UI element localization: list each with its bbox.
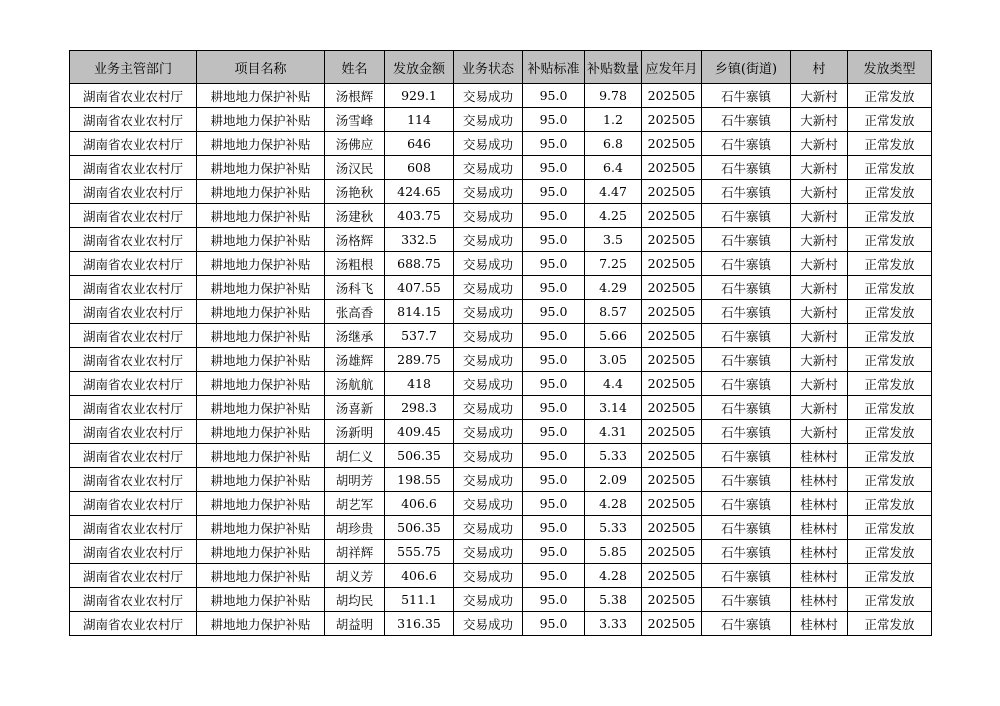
cell-department: 湖南省农业农村厅 xyxy=(70,564,197,588)
cell-department: 湖南省农业农村厅 xyxy=(70,516,197,540)
column-header-department: 业务主管部门 xyxy=(70,51,197,84)
cell-township: 石牛寨镇 xyxy=(702,324,791,348)
cell-department: 湖南省农业农村厅 xyxy=(70,492,197,516)
cell-village: 大新村 xyxy=(791,156,848,180)
cell-person-name: 胡珍贵 xyxy=(325,516,385,540)
table-row xyxy=(70,252,932,276)
cell-township: 石牛寨镇 xyxy=(702,84,791,108)
cell-status: 交易成功 xyxy=(454,468,523,492)
cell-status: 交易成功 xyxy=(454,492,523,516)
cell-village: 大新村 xyxy=(791,372,848,396)
cell-subsidy-rate: 95.0 xyxy=(523,420,585,444)
cell-person-name: 汤粗根 xyxy=(325,252,385,276)
table-row xyxy=(70,132,932,156)
cell-village: 桂林村 xyxy=(791,612,848,636)
cell-payout-type: 正常发放 xyxy=(848,108,932,132)
cell-payout-type: 正常发放 xyxy=(848,588,932,612)
cell-project-name: 耕地地力保护补贴 xyxy=(197,204,325,228)
cell-status: 交易成功 xyxy=(454,396,523,420)
cell-department: 湖南省农业农村厅 xyxy=(70,396,197,420)
cell-pay-month: 202505 xyxy=(642,252,702,276)
cell-payout-type: 正常发放 xyxy=(848,324,932,348)
cell-payout-type: 正常发放 xyxy=(848,516,932,540)
table-row xyxy=(70,156,932,180)
cell-township: 石牛寨镇 xyxy=(702,612,791,636)
cell-subsidy-rate: 95.0 xyxy=(523,588,585,612)
cell-status: 交易成功 xyxy=(454,228,523,252)
header-row xyxy=(70,51,932,84)
cell-pay-month: 202505 xyxy=(642,540,702,564)
cell-township: 石牛寨镇 xyxy=(702,180,791,204)
cell-status: 交易成功 xyxy=(454,588,523,612)
cell-township: 石牛寨镇 xyxy=(702,156,791,180)
cell-person-name: 汤格辉 xyxy=(325,228,385,252)
cell-township: 石牛寨镇 xyxy=(702,372,791,396)
cell-subsidy-quantity: 5.33 xyxy=(585,444,642,468)
cell-amount: 409.45 xyxy=(385,420,454,444)
cell-status: 交易成功 xyxy=(454,444,523,468)
cell-pay-month: 202505 xyxy=(642,84,702,108)
cell-pay-month: 202505 xyxy=(642,276,702,300)
cell-department: 湖南省农业农村厅 xyxy=(70,372,197,396)
cell-township: 石牛寨镇 xyxy=(702,132,791,156)
cell-project-name: 耕地地力保护补贴 xyxy=(197,300,325,324)
table-header xyxy=(70,51,932,84)
cell-subsidy-rate: 95.0 xyxy=(523,372,585,396)
column-header-village: 村 xyxy=(791,51,848,84)
table-row xyxy=(70,396,932,420)
cell-amount: 424.65 xyxy=(385,180,454,204)
cell-subsidy-rate: 95.0 xyxy=(523,180,585,204)
cell-subsidy-rate: 95.0 xyxy=(523,348,585,372)
cell-subsidy-rate: 95.0 xyxy=(523,132,585,156)
cell-amount: 608 xyxy=(385,156,454,180)
cell-status: 交易成功 xyxy=(454,300,523,324)
cell-project-name: 耕地地力保护补贴 xyxy=(197,396,325,420)
cell-person-name: 汤继承 xyxy=(325,324,385,348)
cell-subsidy-rate: 95.0 xyxy=(523,300,585,324)
cell-subsidy-quantity: 4.4 xyxy=(585,372,642,396)
cell-status: 交易成功 xyxy=(454,156,523,180)
column-header-project-name: 项目名称 xyxy=(197,51,325,84)
cell-village: 大新村 xyxy=(791,204,848,228)
cell-subsidy-quantity: 3.05 xyxy=(585,348,642,372)
cell-payout-type: 正常发放 xyxy=(848,132,932,156)
cell-pay-month: 202505 xyxy=(642,108,702,132)
cell-amount: 403.75 xyxy=(385,204,454,228)
cell-pay-month: 202505 xyxy=(642,204,702,228)
cell-person-name: 汤根辉 xyxy=(325,84,385,108)
cell-township: 石牛寨镇 xyxy=(702,228,791,252)
cell-project-name: 耕地地力保护补贴 xyxy=(197,180,325,204)
cell-pay-month: 202505 xyxy=(642,420,702,444)
cell-amount: 298.3 xyxy=(385,396,454,420)
cell-department: 湖南省农业农村厅 xyxy=(70,300,197,324)
cell-subsidy-quantity: 4.28 xyxy=(585,564,642,588)
column-header-township: 乡镇(街道) xyxy=(702,51,791,84)
cell-project-name: 耕地地力保护补贴 xyxy=(197,156,325,180)
cell-subsidy-quantity: 4.25 xyxy=(585,204,642,228)
cell-payout-type: 正常发放 xyxy=(848,228,932,252)
cell-township: 石牛寨镇 xyxy=(702,348,791,372)
cell-pay-month: 202505 xyxy=(642,396,702,420)
table-row xyxy=(70,612,932,636)
column-header-status: 业务状态 xyxy=(454,51,523,84)
cell-village: 大新村 xyxy=(791,324,848,348)
cell-person-name: 胡仁义 xyxy=(325,444,385,468)
cell-amount: 406.6 xyxy=(385,492,454,516)
table-body xyxy=(70,84,932,636)
table-row xyxy=(70,204,932,228)
cell-village: 桂林村 xyxy=(791,540,848,564)
cell-pay-month: 202505 xyxy=(642,516,702,540)
cell-subsidy-quantity: 5.85 xyxy=(585,540,642,564)
table-row xyxy=(70,276,932,300)
cell-subsidy-quantity: 3.14 xyxy=(585,396,642,420)
cell-subsidy-quantity: 1.2 xyxy=(585,108,642,132)
cell-project-name: 耕地地力保护补贴 xyxy=(197,468,325,492)
cell-project-name: 耕地地力保护补贴 xyxy=(197,132,325,156)
cell-project-name: 耕地地力保护补贴 xyxy=(197,324,325,348)
cell-status: 交易成功 xyxy=(454,84,523,108)
cell-village: 大新村 xyxy=(791,348,848,372)
table-row xyxy=(70,324,932,348)
table-row xyxy=(70,492,932,516)
cell-amount: 418 xyxy=(385,372,454,396)
cell-payout-type: 正常发放 xyxy=(848,372,932,396)
cell-subsidy-rate: 95.0 xyxy=(523,108,585,132)
cell-village: 大新村 xyxy=(791,108,848,132)
cell-subsidy-rate: 95.0 xyxy=(523,204,585,228)
cell-amount: 506.35 xyxy=(385,516,454,540)
cell-person-name: 张高香 xyxy=(325,300,385,324)
cell-status: 交易成功 xyxy=(454,612,523,636)
cell-township: 石牛寨镇 xyxy=(702,420,791,444)
cell-status: 交易成功 xyxy=(454,276,523,300)
cell-department: 湖南省农业农村厅 xyxy=(70,540,197,564)
cell-payout-type: 正常发放 xyxy=(848,564,932,588)
subsidy-table xyxy=(69,50,932,636)
cell-amount: 332.5 xyxy=(385,228,454,252)
cell-township: 石牛寨镇 xyxy=(702,588,791,612)
cell-person-name: 胡益明 xyxy=(325,612,385,636)
cell-department: 湖南省农业农村厅 xyxy=(70,324,197,348)
cell-project-name: 耕地地力保护补贴 xyxy=(197,108,325,132)
cell-village: 桂林村 xyxy=(791,468,848,492)
cell-status: 交易成功 xyxy=(454,372,523,396)
cell-person-name: 胡祥辉 xyxy=(325,540,385,564)
cell-pay-month: 202505 xyxy=(642,132,702,156)
cell-payout-type: 正常发放 xyxy=(848,276,932,300)
cell-amount: 506.35 xyxy=(385,444,454,468)
cell-department: 湖南省农业农村厅 xyxy=(70,444,197,468)
cell-status: 交易成功 xyxy=(454,564,523,588)
cell-project-name: 耕地地力保护补贴 xyxy=(197,444,325,468)
cell-subsidy-quantity: 2.09 xyxy=(585,468,642,492)
cell-subsidy-quantity: 3.5 xyxy=(585,228,642,252)
cell-person-name: 胡艺军 xyxy=(325,492,385,516)
cell-subsidy-quantity: 4.28 xyxy=(585,492,642,516)
cell-status: 交易成功 xyxy=(454,180,523,204)
cell-department: 湖南省农业农村厅 xyxy=(70,180,197,204)
cell-person-name: 汤航航 xyxy=(325,372,385,396)
cell-village: 大新村 xyxy=(791,228,848,252)
cell-village: 大新村 xyxy=(791,84,848,108)
cell-project-name: 耕地地力保护补贴 xyxy=(197,516,325,540)
cell-village: 桂林村 xyxy=(791,516,848,540)
cell-amount: 814.15 xyxy=(385,300,454,324)
cell-pay-month: 202505 xyxy=(642,180,702,204)
cell-person-name: 胡均民 xyxy=(325,588,385,612)
cell-department: 湖南省农业农村厅 xyxy=(70,252,197,276)
cell-village: 大新村 xyxy=(791,396,848,420)
cell-pay-month: 202505 xyxy=(642,348,702,372)
cell-status: 交易成功 xyxy=(454,132,523,156)
cell-amount: 406.6 xyxy=(385,564,454,588)
table-row xyxy=(70,108,932,132)
cell-project-name: 耕地地力保护补贴 xyxy=(197,84,325,108)
cell-payout-type: 正常发放 xyxy=(848,540,932,564)
cell-township: 石牛寨镇 xyxy=(702,516,791,540)
cell-village: 桂林村 xyxy=(791,492,848,516)
column-header-pay-month: 应发年月 xyxy=(642,51,702,84)
table-row xyxy=(70,372,932,396)
cell-amount: 537.7 xyxy=(385,324,454,348)
cell-township: 石牛寨镇 xyxy=(702,108,791,132)
cell-subsidy-quantity: 6.4 xyxy=(585,156,642,180)
column-header-person-name: 姓名 xyxy=(325,51,385,84)
cell-pay-month: 202505 xyxy=(642,300,702,324)
cell-payout-type: 正常发放 xyxy=(848,444,932,468)
table-row xyxy=(70,564,932,588)
cell-status: 交易成功 xyxy=(454,516,523,540)
cell-payout-type: 正常发放 xyxy=(848,156,932,180)
cell-village: 桂林村 xyxy=(791,588,848,612)
cell-status: 交易成功 xyxy=(454,540,523,564)
cell-person-name: 汤科飞 xyxy=(325,276,385,300)
cell-subsidy-rate: 95.0 xyxy=(523,396,585,420)
cell-payout-type: 正常发放 xyxy=(848,84,932,108)
column-header-subsidy-rate: 补贴标准 xyxy=(523,51,585,84)
cell-township: 石牛寨镇 xyxy=(702,300,791,324)
cell-pay-month: 202505 xyxy=(642,468,702,492)
column-header-subsidy-quantity: 补贴数量 xyxy=(585,51,642,84)
cell-pay-month: 202505 xyxy=(642,156,702,180)
cell-department: 湖南省农业农村厅 xyxy=(70,420,197,444)
cell-amount: 929.1 xyxy=(385,84,454,108)
table-row xyxy=(70,300,932,324)
cell-subsidy-quantity: 5.66 xyxy=(585,324,642,348)
cell-project-name: 耕地地力保护补贴 xyxy=(197,228,325,252)
cell-project-name: 耕地地力保护补贴 xyxy=(197,588,325,612)
cell-village: 大新村 xyxy=(791,300,848,324)
cell-payout-type: 正常发放 xyxy=(848,204,932,228)
cell-amount: 114 xyxy=(385,108,454,132)
cell-project-name: 耕地地力保护补贴 xyxy=(197,492,325,516)
column-header-amount: 发放金额 xyxy=(385,51,454,84)
cell-township: 石牛寨镇 xyxy=(702,540,791,564)
cell-subsidy-rate: 95.0 xyxy=(523,492,585,516)
cell-department: 湖南省农业农村厅 xyxy=(70,228,197,252)
cell-pay-month: 202505 xyxy=(642,492,702,516)
cell-subsidy-quantity: 5.33 xyxy=(585,516,642,540)
cell-person-name: 汤建秋 xyxy=(325,204,385,228)
table-row xyxy=(70,84,932,108)
cell-status: 交易成功 xyxy=(454,108,523,132)
cell-payout-type: 正常发放 xyxy=(848,348,932,372)
cell-subsidy-quantity: 6.8 xyxy=(585,132,642,156)
cell-subsidy-quantity: 5.38 xyxy=(585,588,642,612)
cell-status: 交易成功 xyxy=(454,420,523,444)
table-row xyxy=(70,348,932,372)
cell-amount: 407.55 xyxy=(385,276,454,300)
cell-amount: 289.75 xyxy=(385,348,454,372)
cell-township: 石牛寨镇 xyxy=(702,444,791,468)
cell-pay-month: 202505 xyxy=(642,588,702,612)
cell-project-name: 耕地地力保护补贴 xyxy=(197,540,325,564)
cell-township: 石牛寨镇 xyxy=(702,468,791,492)
cell-person-name: 胡义芳 xyxy=(325,564,385,588)
cell-pay-month: 202505 xyxy=(642,612,702,636)
cell-payout-type: 正常发放 xyxy=(848,492,932,516)
cell-village: 大新村 xyxy=(791,276,848,300)
cell-pay-month: 202505 xyxy=(642,444,702,468)
cell-department: 湖南省农业农村厅 xyxy=(70,132,197,156)
cell-project-name: 耕地地力保护补贴 xyxy=(197,348,325,372)
table-row xyxy=(70,444,932,468)
cell-amount: 555.75 xyxy=(385,540,454,564)
cell-subsidy-rate: 95.0 xyxy=(523,156,585,180)
cell-status: 交易成功 xyxy=(454,204,523,228)
table-row xyxy=(70,468,932,492)
cell-status: 交易成功 xyxy=(454,252,523,276)
cell-person-name: 汤雄辉 xyxy=(325,348,385,372)
cell-project-name: 耕地地力保护补贴 xyxy=(197,372,325,396)
cell-person-name: 汤喜新 xyxy=(325,396,385,420)
cell-amount: 646 xyxy=(385,132,454,156)
cell-township: 石牛寨镇 xyxy=(702,492,791,516)
cell-amount: 198.55 xyxy=(385,468,454,492)
cell-project-name: 耕地地力保护补贴 xyxy=(197,612,325,636)
cell-person-name: 汤雪峰 xyxy=(325,108,385,132)
cell-subsidy-quantity: 3.33 xyxy=(585,612,642,636)
cell-village: 桂林村 xyxy=(791,564,848,588)
cell-department: 湖南省农业农村厅 xyxy=(70,84,197,108)
cell-department: 湖南省农业农村厅 xyxy=(70,468,197,492)
cell-township: 石牛寨镇 xyxy=(702,564,791,588)
table-row xyxy=(70,228,932,252)
cell-subsidy-rate: 95.0 xyxy=(523,516,585,540)
cell-payout-type: 正常发放 xyxy=(848,252,932,276)
cell-payout-type: 正常发放 xyxy=(848,612,932,636)
cell-pay-month: 202505 xyxy=(642,372,702,396)
cell-payout-type: 正常发放 xyxy=(848,300,932,324)
cell-project-name: 耕地地力保护补贴 xyxy=(197,564,325,588)
table-row xyxy=(70,420,932,444)
cell-department: 湖南省农业农村厅 xyxy=(70,204,197,228)
cell-village: 大新村 xyxy=(791,132,848,156)
cell-subsidy-rate: 95.0 xyxy=(523,252,585,276)
table-row xyxy=(70,588,932,612)
cell-pay-month: 202505 xyxy=(642,564,702,588)
cell-township: 石牛寨镇 xyxy=(702,276,791,300)
cell-department: 湖南省农业农村厅 xyxy=(70,588,197,612)
cell-pay-month: 202505 xyxy=(642,324,702,348)
cell-village: 大新村 xyxy=(791,180,848,204)
cell-person-name: 胡明芳 xyxy=(325,468,385,492)
cell-department: 湖南省农业农村厅 xyxy=(70,276,197,300)
cell-amount: 511.1 xyxy=(385,588,454,612)
cell-pay-month: 202505 xyxy=(642,228,702,252)
cell-person-name: 汤新明 xyxy=(325,420,385,444)
cell-township: 石牛寨镇 xyxy=(702,204,791,228)
cell-village: 大新村 xyxy=(791,420,848,444)
cell-township: 石牛寨镇 xyxy=(702,252,791,276)
cell-person-name: 汤汉民 xyxy=(325,156,385,180)
cell-subsidy-rate: 95.0 xyxy=(523,564,585,588)
cell-person-name: 汤佛应 xyxy=(325,132,385,156)
cell-village: 大新村 xyxy=(791,252,848,276)
cell-subsidy-quantity: 7.25 xyxy=(585,252,642,276)
cell-subsidy-rate: 95.0 xyxy=(523,468,585,492)
cell-payout-type: 正常发放 xyxy=(848,420,932,444)
cell-payout-type: 正常发放 xyxy=(848,396,932,420)
cell-subsidy-quantity: 4.31 xyxy=(585,420,642,444)
cell-payout-type: 正常发放 xyxy=(848,180,932,204)
cell-subsidy-rate: 95.0 xyxy=(523,84,585,108)
cell-subsidy-rate: 95.0 xyxy=(523,324,585,348)
cell-subsidy-rate: 95.0 xyxy=(523,444,585,468)
cell-subsidy-quantity: 4.47 xyxy=(585,180,642,204)
cell-subsidy-quantity: 8.57 xyxy=(585,300,642,324)
cell-village: 桂林村 xyxy=(791,444,848,468)
cell-project-name: 耕地地力保护补贴 xyxy=(197,420,325,444)
table-row xyxy=(70,540,932,564)
column-header-payout-type: 发放类型 xyxy=(848,51,932,84)
cell-department: 湖南省农业农村厅 xyxy=(70,108,197,132)
cell-subsidy-quantity: 9.78 xyxy=(585,84,642,108)
cell-department: 湖南省农业农村厅 xyxy=(70,612,197,636)
cell-township: 石牛寨镇 xyxy=(702,396,791,420)
cell-subsidy-rate: 95.0 xyxy=(523,540,585,564)
cell-amount: 688.75 xyxy=(385,252,454,276)
cell-subsidy-rate: 95.0 xyxy=(523,612,585,636)
cell-amount: 316.35 xyxy=(385,612,454,636)
cell-department: 湖南省农业农村厅 xyxy=(70,348,197,372)
cell-status: 交易成功 xyxy=(454,324,523,348)
cell-subsidy-rate: 95.0 xyxy=(523,276,585,300)
cell-project-name: 耕地地力保护补贴 xyxy=(197,276,325,300)
cell-subsidy-quantity: 4.29 xyxy=(585,276,642,300)
cell-payout-type: 正常发放 xyxy=(848,468,932,492)
table-row xyxy=(70,180,932,204)
table-row xyxy=(70,516,932,540)
cell-status: 交易成功 xyxy=(454,348,523,372)
cell-department: 湖南省农业农村厅 xyxy=(70,156,197,180)
cell-subsidy-rate: 95.0 xyxy=(523,228,585,252)
cell-person-name: 汤艳秋 xyxy=(325,180,385,204)
cell-project-name: 耕地地力保护补贴 xyxy=(197,252,325,276)
